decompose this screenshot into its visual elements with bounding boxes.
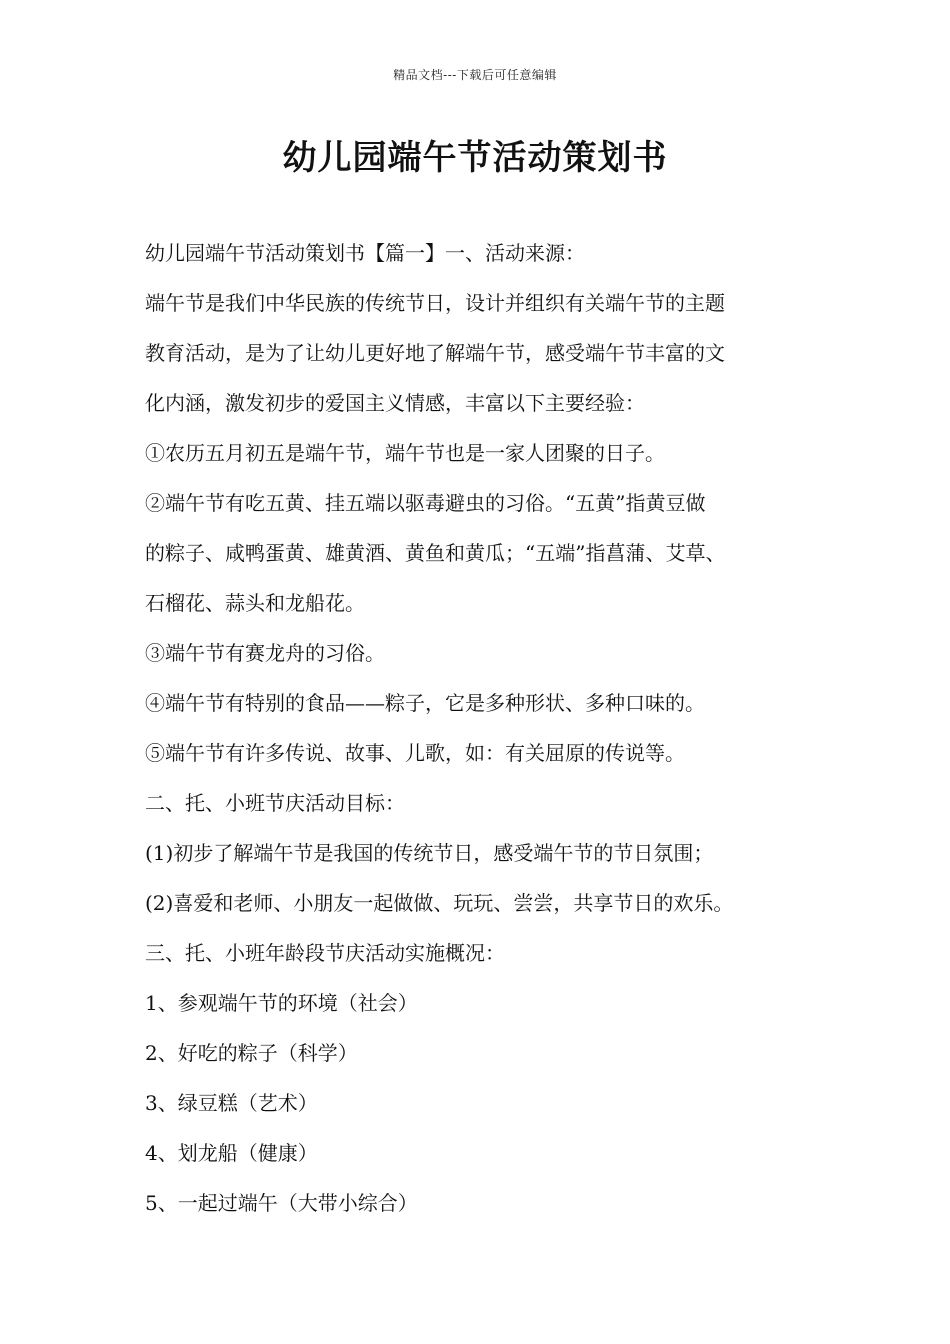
section-heading-implementation: 三、托、小班年龄段节庆活动实施概况： [145,941,505,965]
document-title: 幼儿园端午节活动策划书 [282,138,668,178]
list-item: 3、绿豆糕（艺术） [145,1091,318,1115]
paragraph-line: 化内涵，激发初步的爱国主义情感，丰富以下主要经验： [145,391,645,415]
list-item: 5、一起过端午（大带小综合） [145,1191,418,1215]
list-item: ②端午节有吃五黄、挂五端以驱毒避虫的习俗。“五黄”指黄豆做 [145,491,706,515]
list-item-continuation: 石榴花、蒜头和龙船花。 [145,591,365,615]
list-item: (1)初步了解端午节是我国的传统节日，感受端午节的节日氛围； [145,841,714,865]
list-item: 4、划龙船（健康） [145,1141,318,1165]
section-heading-goals: 二、托、小班节庆活动目标： [145,791,405,815]
list-item: ④端午节有特别的食品——粽子，它是多种形状、多种口味的。 [145,691,705,715]
list-item-continuation: 的粽子、咸鸭蛋黄、雄黄酒、黄鱼和黄瓜；“五端”指菖蒲、艾草、 [145,541,726,565]
list-item: 2、好吃的粽子（科学） [145,1041,358,1065]
paragraph-line: 端午节是我们中华民族的传统节日，设计并组织有关端午节的主题 [145,291,725,315]
list-item: 1、参观端午节的环境（社会） [145,991,418,1015]
list-item: ⑤端午节有许多传说、故事、儿歌，如：有关屈原的传说等。 [145,741,685,765]
paragraph-line: 教育活动，是为了让幼儿更好地了解端午节，感受端午节丰富的文 [145,341,725,365]
document-body [145,228,835,1228]
list-item: ③端午节有赛龙舟的习俗。 [145,641,385,665]
page-header: 精品文档---下载后可任意编辑 [393,68,557,82]
section-heading-activity-source: 幼儿园端午节活动策划书【篇一】一、活动来源： [145,241,585,265]
list-item: ①农历五月初五是端午节，端午节也是一家人团聚的日子。 [145,441,665,465]
list-item: (2)喜爱和老师、小朋友一起做做、玩玩、尝尝，共享节日的欢乐。 [145,891,734,915]
